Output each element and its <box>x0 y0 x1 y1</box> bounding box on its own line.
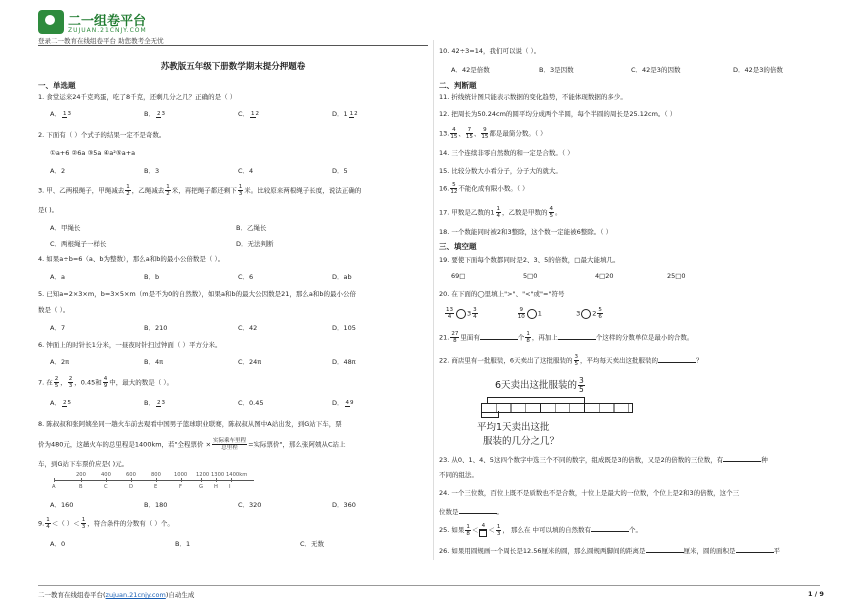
question-8-options <box>50 500 356 509</box>
option-a[interactable]: A． 25 <box>50 399 71 407</box>
question-5: 5. 已知a=2×3×m，b=3×5×m（m是不为0的自然数），如果a和b的最大公因数是21，那么a和b的最小公倍 <box>38 290 356 298</box>
question-9-options <box>50 539 324 548</box>
question-2: 2. 下面有（ ）个式子的结果一定不是奇数。 <box>38 131 166 139</box>
question-20-items: $\frac{13}{4}$ 3 $\frac{3}{4}$ $\frac{9}{10}$ 1 3 2 $\frac{5}{6}$ <box>446 307 602 320</box>
track-tick <box>201 478 202 482</box>
question-11: 11. 折线统计图只能表示数据的变化趋势，不能体现数据的多少。 <box>439 93 627 101</box>
option-a[interactable]: A．2 <box>50 167 66 175</box>
option-a[interactable]: A．160 <box>50 501 74 509</box>
question-8: 8. 陈叔叔和张阿姨坐同一趟火车前去观看中国男子篮球职业联赛，陈叔叔从图中A站出发，到G站下车，票 <box>38 420 342 428</box>
track-line <box>54 480 254 481</box>
option-a[interactable]: A．0 <box>50 540 66 548</box>
track-km-1400: 1400km <box>226 472 248 478</box>
answer-blank[interactable] <box>480 332 518 340</box>
question-13: 13. $\frac{4}{15}$ 、 $\frac{7}{15}$ 、 $\frac{9}{15}$ 都是最简分数。（ ） <box>439 127 547 140</box>
question-25: 25. 如果 $\frac{1}{8}$ ＜ 4 ＜ $\frac{1}{3}$ ， 那么在 中可以填的自然数有 个。 <box>439 523 643 537</box>
track-km-800: 800 <box>151 472 161 478</box>
page-number: 1 / 9 <box>808 590 824 598</box>
diagram-bottom-label-1: 平均1天卖出这批 <box>477 422 550 433</box>
option-c[interactable]: C． 12 <box>238 110 260 118</box>
option-b[interactable]: B．4π <box>144 358 164 366</box>
question-14: 14. 三个连续非零自然数的和一定是合数。（ ） <box>439 149 574 157</box>
question-23-cont: 不同的组法。 <box>439 471 478 479</box>
option-a[interactable]: A．a <box>50 273 65 281</box>
question-15: 15. 比较分数大小看分子，分子大的就大。 <box>439 167 562 175</box>
station-d: D <box>129 484 133 490</box>
question-3-cont: 是( )。 <box>38 206 59 214</box>
question-19: 19. 要使下面每个数都同时是2、3、5的倍数，□最大能填几。 <box>439 256 620 264</box>
answer-blank[interactable] <box>459 506 497 514</box>
track-tick <box>106 478 107 482</box>
track-tick <box>131 478 132 482</box>
item-3: 4□20 <box>595 272 614 280</box>
option-a[interactable]: A．2π <box>50 358 69 366</box>
option-d[interactable]: D．105 <box>332 324 356 332</box>
option-c[interactable]: C．42是3的因数 <box>631 66 681 74</box>
question-6-options <box>50 357 356 366</box>
option-a[interactable]: A．甲绳长 <box>50 224 81 232</box>
option-c[interactable]: C．两根绳子一样长 <box>50 240 107 248</box>
question-17: 17. 甲数是乙数的1 $\frac{1}{4}$ ，乙数是甲数的 $\frac{4}{5}$ 。 <box>439 206 562 219</box>
answer-blank[interactable] <box>558 332 596 340</box>
question-7-options <box>50 398 355 407</box>
answer-blank[interactable] <box>591 524 629 532</box>
question-10: 10. 42÷3=14，我们可以说（ ）。 <box>439 47 541 55</box>
footer-source: 二一教育在线组卷平台(zujuan.21cnjy.com)自动生成 <box>38 591 195 599</box>
station-e: E <box>154 484 158 490</box>
option-b[interactable]: B．乙绳长 <box>236 224 267 232</box>
compare-circle[interactable] <box>581 309 591 319</box>
question-24-cont: 位数是 。 <box>439 508 503 516</box>
diagram-top-label: 6天卖出这批服装的 $\frac{3}{5}$ <box>495 376 584 394</box>
question-4-options <box>50 272 352 281</box>
station-g: G <box>199 484 204 490</box>
option-d[interactable]: D．48π <box>332 358 356 366</box>
option-d[interactable]: D． 49 <box>332 399 354 407</box>
station-b: B <box>79 484 83 490</box>
answer-blank[interactable] <box>723 454 761 462</box>
track-km-1000: 1000 <box>174 472 188 478</box>
station-i: I <box>229 484 231 490</box>
footer-link[interactable]: zujuan.21cnjy.com <box>105 591 166 599</box>
railway-track-diagram <box>50 472 270 494</box>
question-2-items: ①a+6 ②6a ③5a ④a²⑤a+a <box>50 149 136 157</box>
option-b[interactable]: B．180 <box>144 501 168 509</box>
option-b[interactable]: B．b <box>144 273 160 281</box>
option-d[interactable]: D．1 12 <box>332 110 358 118</box>
compare-circle[interactable] <box>527 309 537 319</box>
logo-subtitle: ZUJUAN.21CNJY.COM <box>68 27 147 34</box>
question-1-options <box>50 109 359 118</box>
track-tick <box>156 478 157 482</box>
question-1: 1. 食堂运来24千克鸡蛋，吃了8千克，还剩几分之几？正确的是（ ） <box>38 93 237 101</box>
option-a[interactable]: A．42是倍数 <box>451 66 490 74</box>
item-2: 5□0 <box>523 272 538 280</box>
runner-logo-icon <box>38 10 64 34</box>
question-3-options-2 <box>50 239 274 248</box>
option-d[interactable]: D．ab <box>332 273 352 281</box>
station-f: F <box>179 484 182 490</box>
question-24: 24. 一个三位数，百位上既不是质数也不是合数，十位上是最大的一位数，个位上是2和3的倍数，这个三 <box>439 489 740 497</box>
whole-bar <box>481 403 633 413</box>
section-true-false: 二、判断题 <box>439 81 477 90</box>
track-tick <box>216 478 217 482</box>
option-d[interactable]: D．无法判断 <box>236 240 274 248</box>
answer-blank[interactable] <box>736 545 774 553</box>
option-d[interactable]: D．42是3的倍数 <box>733 66 783 74</box>
compare-circle[interactable] <box>456 309 466 319</box>
answer-blank[interactable] <box>658 355 696 363</box>
track-tick <box>231 478 232 482</box>
answer-blank[interactable] <box>646 545 684 553</box>
track-km-1200: 1200 <box>196 472 210 478</box>
station-c: C <box>104 484 108 490</box>
track-km-200: 200 <box>76 472 86 478</box>
logo-title: 二一组卷平台 <box>68 14 147 29</box>
question-26: 26. 如果用圆规画一个周长是12.56厘米的圆，那么圆规两脚间的距离是 厘米，圆的面积是 平 <box>439 547 781 555</box>
option-c[interactable]: C．42 <box>238 324 258 332</box>
option-d[interactable]: D．360 <box>332 501 356 509</box>
option-c[interactable]: C．4 <box>238 167 254 175</box>
track-km-600: 600 <box>126 472 136 478</box>
track-tick <box>81 478 82 482</box>
site-slogan: 登录二一教育在线组卷平台 助您教考全无忧 <box>38 37 164 45</box>
question-3-options <box>50 223 266 232</box>
column-divider <box>433 40 434 560</box>
option-c[interactable]: C．无数 <box>300 540 325 548</box>
question-2-options <box>50 166 348 175</box>
footer-divider <box>38 585 820 586</box>
question-23: 23. 从0、1、4、5这四个数字中选三个不同的数字，组成既是3的倍数，又是2的倍数的三位数，有 种 <box>439 456 768 464</box>
item-1: 69□ <box>451 272 466 280</box>
track-tick <box>54 478 55 482</box>
question-20: 20. 在下面的◯里填上">"、"<"或"="符号 <box>439 290 565 298</box>
question-10-options <box>451 65 783 74</box>
question-5-cont: 数是（ ）。 <box>38 306 70 314</box>
question-9: 9. $\frac{1}{4}$ ＜（ ）＜ $\frac{1}{3}$ ，符合条件的分数有（ ）个。 <box>38 517 174 530</box>
question-18: 18. 一个数能同时被2和3整除，这个数一定能被6整除。（ ） <box>439 228 613 236</box>
question-8-line-3: 车，到G站下车票价应是( )元。 <box>38 460 129 468</box>
track-tick <box>181 478 182 482</box>
question-4: 4. 如果a÷b=6（a、b为整数），那么a和b的最小公倍数是（ ）。 <box>38 255 225 263</box>
question-16: 16. $\frac{5}{12}$ 不能化成有限小数。（ ） <box>439 182 529 195</box>
track-km-400: 400 <box>101 472 111 478</box>
option-c[interactable]: C．24π <box>238 358 262 366</box>
option-a[interactable]: A．7 <box>50 324 66 332</box>
station-a: A <box>52 484 56 490</box>
question-19-items <box>451 272 686 280</box>
station-h: H <box>214 484 218 490</box>
question-7: 7. 在 $\frac{2}{5}$ ， $\frac{2}{3}$ ，0.45和 $\frac{4}{9}$ 中，最大的数是（ ）。 <box>38 376 174 389</box>
option-b[interactable]: B．1 <box>175 540 191 548</box>
item-4: 25□0 <box>667 272 686 280</box>
one-day-bracket <box>481 411 499 418</box>
option-b[interactable]: B． 23 <box>144 399 165 407</box>
section-single-choice: 一、单选题 <box>38 81 76 90</box>
question-5-options <box>50 323 356 332</box>
option-c[interactable]: C．0.45 <box>238 399 264 407</box>
question-8-line-2: 价为480元，这趟火车的总里程是1400km，若"全程票价 × $\frac{\text{实际乘车里程}}{\text{总里程}}$ =实际票价"，那么张阿姨从C站上 <box>38 438 346 451</box>
option-b[interactable]: B． 23 <box>144 110 165 118</box>
option-b[interactable]: B．3是因数 <box>539 66 574 74</box>
option-b[interactable]: B．210 <box>144 324 168 332</box>
sales-bar-diagram <box>477 375 647 451</box>
question-12: 12. 把周长为50.24cm的圆平均分成两个半圆，每个半圆的周长是25.12cm。（ ） <box>439 110 677 118</box>
question-21: 21. $\frac{27}{8}$ 里面有 个 $\frac{1}{8}$ ，再加上 个这样的分数单位是最小的合数。 <box>439 331 694 344</box>
diagram-bottom-label-2: 服装的几分之几？ <box>483 436 560 447</box>
question-6: 6. 钟面上的时针长1分米，一昼夜时针扫过钟面（ ）平方分米。 <box>38 341 222 349</box>
option-c[interactable]: C．320 <box>238 501 262 509</box>
option-c[interactable]: C．6 <box>238 273 254 281</box>
header-divider <box>38 45 428 46</box>
question-3: 3. 甲、乙两根绳子，甲绳减去 $\frac{1}{2}$ ，乙绳减去 $\frac{1}{2}$ 米，再把绳子都还剩下 $\frac{1}{3}$ 米。比较原来两根绳子长度，说法正确的 <box>38 184 362 197</box>
section-fill-in: 三、填空题 <box>439 242 477 251</box>
option-a[interactable]: A． 13 <box>50 110 71 118</box>
site-logo <box>38 8 178 36</box>
track-km-1300: 1300 <box>211 472 225 478</box>
question-22: 22. 商店里有一批服装，6天卖出了这批服装的 $\frac{3}{5}$ ，平均每天卖出这批服装的 ？ <box>439 354 703 367</box>
page-title: 苏教版五年级下册数学期末提分押题卷 <box>160 62 306 72</box>
option-b[interactable]: B．3 <box>144 167 160 175</box>
option-d[interactable]: D．5 <box>332 167 348 175</box>
